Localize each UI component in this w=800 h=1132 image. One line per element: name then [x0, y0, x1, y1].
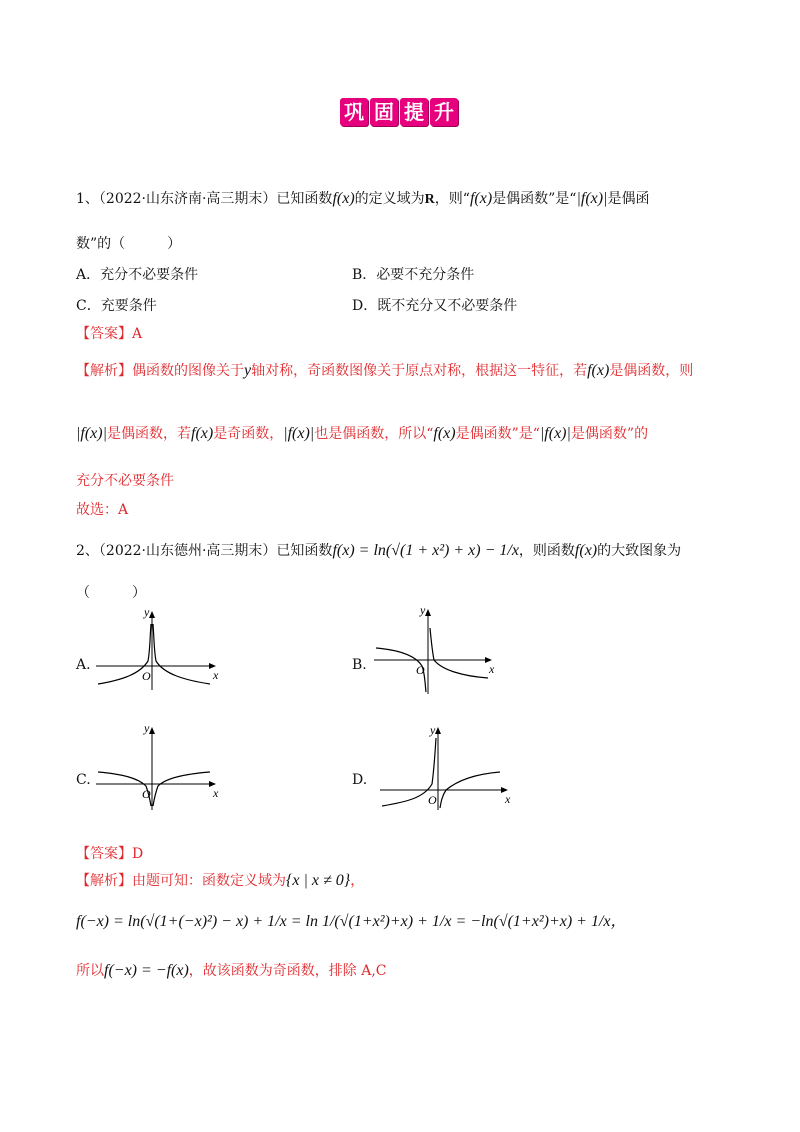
q1-analysis-line3: 充分不必要条件 — [76, 473, 174, 489]
origin-label: O — [142, 787, 151, 801]
q1-option-b: B．必要不充分条件 — [352, 267, 475, 283]
graph-c — [92, 722, 222, 812]
q1-stem-line2: 数”的（ ） — [76, 236, 182, 252]
q2-option-a: A. — [76, 657, 91, 673]
q2-paren: （ ） — [76, 585, 146, 601]
q2-option-b: B. — [352, 657, 367, 673]
graph-a — [92, 606, 222, 692]
title-char: 提 — [400, 98, 428, 126]
q1-stem-line1: 1、（2022·山东济南·高三期末）已知函数f(x)的定义域为R，则“f(x)是偶函数”是“|f(x)|是偶函 — [76, 190, 650, 207]
axis-y-label: y — [420, 604, 426, 617]
q2-option-d: D. — [352, 772, 368, 788]
q2-stem-line1: 2、（2022·山东德州·高三期末）已知函数f(x) = ln(√(1 + x²) + x) − 1/x，则函数f(x)的大致图象为 — [76, 542, 682, 559]
q2-analysis-line1: 【解析】由题可知：函数定义域为{x | x ≠ 0}， — [76, 872, 365, 889]
axis-y-label: y — [144, 606, 150, 619]
title-char: 固 — [370, 98, 398, 126]
q2-option-c: C. — [76, 772, 91, 788]
title-char: 巩 — [340, 98, 368, 126]
axis-x-label: x — [213, 668, 219, 682]
axis-x-label: x — [489, 662, 495, 676]
axis-x-label: x — [213, 786, 219, 800]
q1-option-a: A．充分不必要条件 — [76, 267, 199, 283]
q1-analysis-line2: |f(x)|是偶函数，若f(x)是奇函数，|f(x)|也是偶函数，所以“f(x)是偶函数”是“|f(x)|是偶函数”的 — [76, 425, 649, 442]
axis-x-label: x — [505, 792, 511, 806]
q1-option-c: C．充要条件 — [76, 298, 157, 314]
axis-y-label: y — [144, 722, 150, 735]
q1-analysis-line4: 故选：A — [76, 502, 129, 518]
graph-b — [370, 604, 500, 696]
axis-y-label: y — [430, 724, 436, 737]
q1-analysis-line1: 【解析】偶函数的图像关于y轴对称，奇函数图像关于原点对称，根据这一特征，若f(x)是偶函数，则 — [76, 362, 694, 379]
q2-answer: 【答案】D — [76, 846, 144, 862]
title-char: 升 — [430, 98, 458, 126]
section-title — [340, 98, 458, 126]
origin-label: O — [416, 663, 425, 677]
graph-d — [376, 724, 516, 812]
origin-label: O — [428, 793, 437, 807]
q1-answer: 【答案】A — [76, 326, 143, 342]
q2-analysis-line3: 所以f(−x) = −f(x)，故该函数为奇函数，排除 A,C — [76, 962, 387, 979]
origin-label: O — [142, 669, 151, 683]
q1-option-d: D．既不充分又不必要条件 — [352, 298, 518, 314]
q2-analysis-equation: f(−x) = ln(√(1+(−x)²) − x) + 1/x = ln 1/(√(1+x²)+x) + 1/x = −ln(√(1+x²)+x) + 1/x， — [76, 913, 627, 930]
